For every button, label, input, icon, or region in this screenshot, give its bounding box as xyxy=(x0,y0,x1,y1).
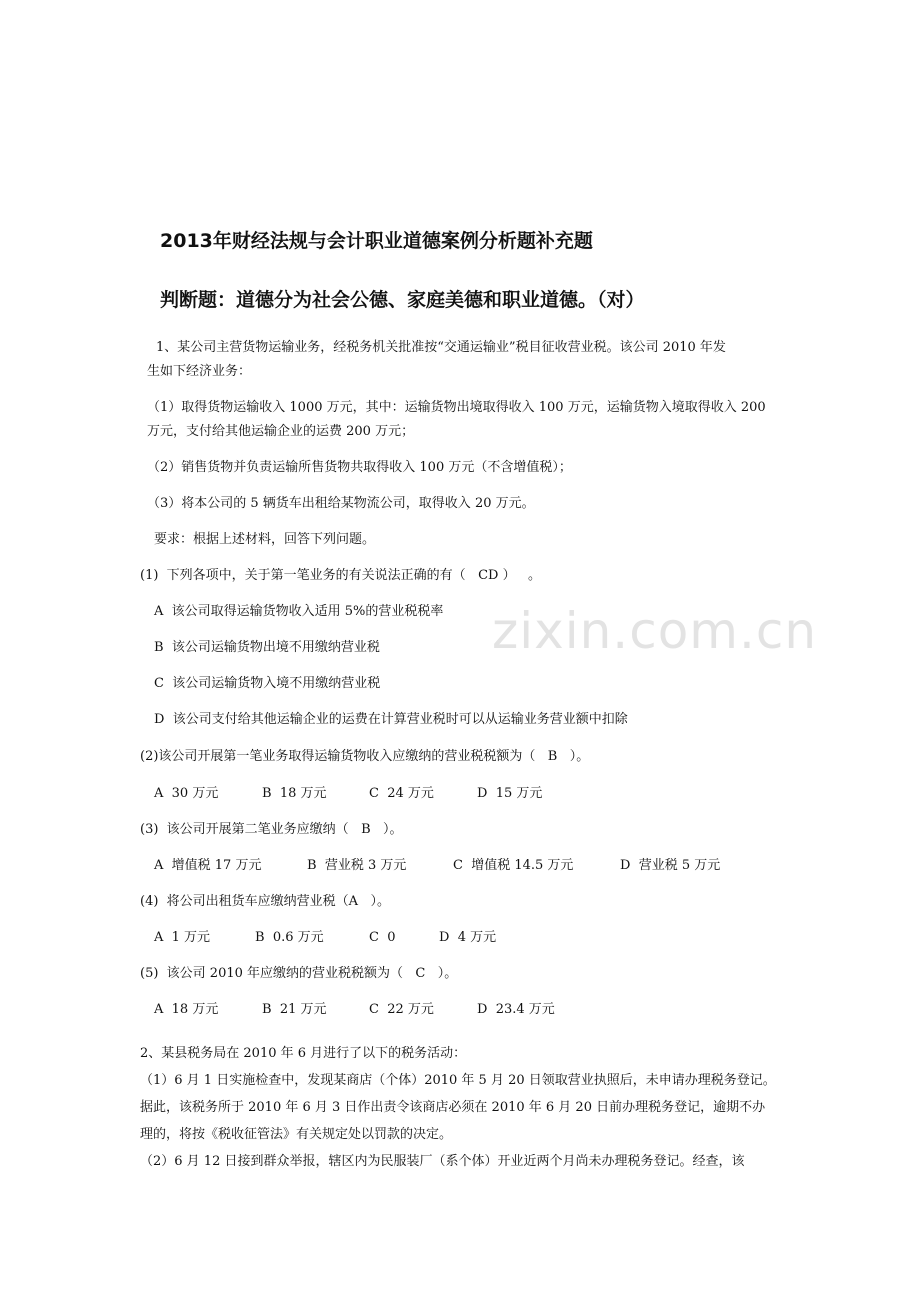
q2-option-a: A 30 万元 xyxy=(154,786,219,801)
judgment-question: 判断题：道德分为社会公德、家庭美德和职业道德。（对） xyxy=(160,289,645,311)
q1-option-d: D 该公司支付给其他运输企业的运费在计算营业税时可以从运输业务营业额中扣除 xyxy=(154,712,628,727)
case1-intro-line1: 1、某公司主营货物运输业务，经税务机关批准按“交通运输业”税目征收营业税。该公司 2010 年发 xyxy=(156,340,726,355)
q3-option-a: A 增值税 17 万元 xyxy=(154,858,262,873)
case1-requirement: 要求：根据上述材料，回答下列问题。 xyxy=(154,532,376,547)
case2-item2-line1: （2）6 月 12 日接到群众举报，辖区内为民服装厂（系个体）开业近两个月尚未办理税务登记。经查，该 xyxy=(140,1154,745,1169)
case1-item2: （2）销售货物并负责运输所售货物共取得收入 100 万元（不含增值税）； xyxy=(147,460,572,475)
case2-item1-line2: 据此，该税务所于 2010 年 6 月 3 日作出责令该商店必须在 2010 年 6 月 20 日前办理税务登记，逾期不办 xyxy=(140,1100,766,1115)
q2-option-d: D 15 万元 xyxy=(477,786,543,801)
q2-option-b: B 18 万元 xyxy=(262,786,327,801)
q3-option-c: C 增值税 14.5 万元 xyxy=(453,858,574,873)
case2-intro: 2、某县税务局在 2010 年 6 月进行了以下的税务活动： xyxy=(140,1046,467,1061)
q5-option-c: C 22 万元 xyxy=(369,1002,434,1017)
q4-option-a: A 1 万元 xyxy=(154,930,211,945)
q5-option-a: A 18 万元 xyxy=(154,1002,219,1017)
q5-option-d: D 23.4 万元 xyxy=(477,1002,555,1017)
q1-option-c: C 该公司运输货物入境不用缴纳营业税 xyxy=(154,676,381,691)
document-title: 2013年财经法规与会计职业道德案例分析题补充题 xyxy=(160,230,593,252)
question-4: (4) 将公司出租货车应缴纳营业税（A ）。 xyxy=(140,894,390,909)
question-1: (1) 下列各项中，关于第一笔业务的有关说法正确的有（ CD ） 。 xyxy=(140,568,541,583)
q4-option-d: D 4 万元 xyxy=(439,930,497,945)
case1-item3: （3）将本公司的 5 辆货车出租给某物流公司，取得收入 20 万元。 xyxy=(147,496,535,511)
q4-option-b: B 0.6 万元 xyxy=(255,930,324,945)
watermark: zixin.com.cn xyxy=(492,602,818,660)
question-3: (3) 该公司开展第二笔业务应缴纳（ B ）。 xyxy=(140,822,403,837)
q3-option-d: D 营业税 5 万元 xyxy=(620,858,721,873)
q3-option-b: B 营业税 3 万元 xyxy=(307,858,407,873)
case2-item1-line1: （1）6 月 1 日实施检查中，发现某商店（个体）2010 年 5 月 20 日领取营业执照后，未申请办理税务登记。 xyxy=(140,1073,776,1088)
case1-intro-line2: 生如下经济业务： xyxy=(147,364,252,379)
q4-option-c: C 0 xyxy=(369,930,396,945)
question-2: (2)该公司开展第一笔业务取得运输货物收入应缴纳的营业税税额为（ B ）。 xyxy=(140,749,590,764)
case2-item1-line3: 理的，将按《税收征管法》有关规定处以罚款的决定。 xyxy=(140,1127,453,1142)
q1-option-a: A 该公司取得运输货物收入适用 5%的营业税税率 xyxy=(154,604,444,619)
q2-option-c: C 24 万元 xyxy=(369,786,434,801)
case1-item1-line1: （1）取得货物运输收入 1000 万元，其中：运输货物出境取得收入 100 万元，运输货物入境取得收入 200 xyxy=(147,400,766,415)
case1-item1-line2: 万元，支付给其他运输企业的运费 200 万元； xyxy=(147,424,415,439)
question-5: (5) 该公司 2010 年应缴纳的营业税税额为（ C ）。 xyxy=(140,966,458,981)
q1-option-b: B 该公司运输货物出境不用缴纳营业税 xyxy=(154,640,380,655)
q5-option-b: B 21 万元 xyxy=(262,1002,327,1017)
